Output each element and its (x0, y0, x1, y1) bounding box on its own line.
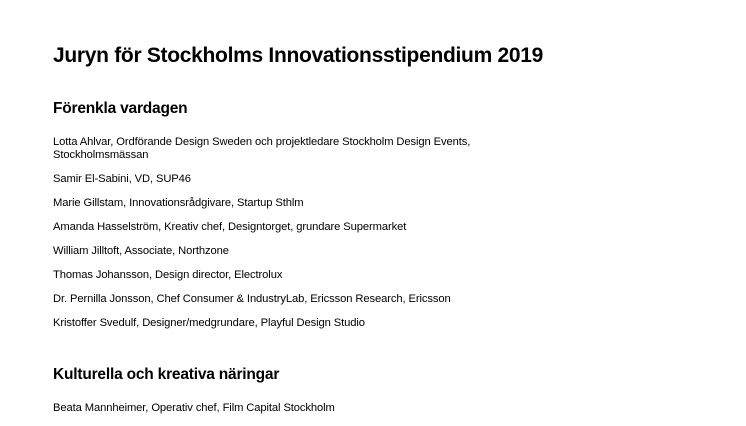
jury-member: Marie Gillstam, Innovationsrådgivare, Startup Sthlm (53, 197, 304, 209)
jury-member: Amanda Hasselström, Kreativ chef, Designtorget, grundare Supermarket (53, 221, 407, 233)
jury-member: Samir El-Sabini, VD, SUP46 (53, 173, 191, 185)
section-heading-forenkla-vardagen: Förenkla vardagen (53, 100, 188, 117)
jury-member: Lotta Ahlvar, Ordförande Design Sweden och projektledare Stockholm Design Events, Stockholmsmässan (53, 136, 471, 161)
jury-member-list (53, 136, 553, 341)
jury-member: William Jilltoft, Associate, Northzone (53, 245, 229, 257)
jury-member: Dr. Pernilla Jonsson, Chef Consumer & IndustryLab, Ericsson Research, Ericsson (53, 293, 451, 305)
jury-member: Kristoffer Svedulf, Designer/medgrundare, Playful Design Studio (53, 317, 365, 329)
jury-member: Beata Mannheimer, Operativ chef, Film Capital Stockholm (53, 402, 335, 414)
document-title: Juryn för Stockholms Innovationsstipendium 2019 (53, 44, 544, 67)
jury-member-list (53, 402, 553, 426)
jury-member: Thomas Johansson, Design director, Electrolux (53, 269, 283, 281)
section-heading-kulturella-kreativa: Kulturella och kreativa näringar (53, 366, 280, 383)
